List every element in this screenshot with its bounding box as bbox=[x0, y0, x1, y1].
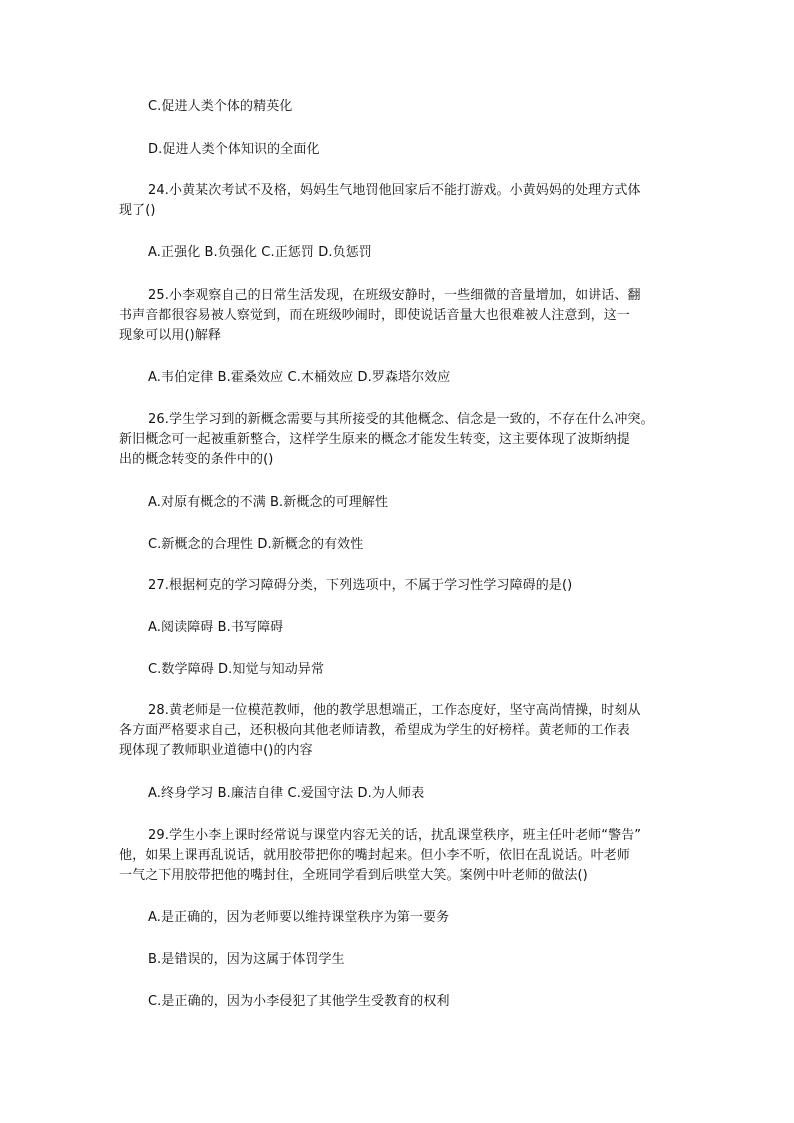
question-27-options-ab: A.阅读障碍 B.书写障碍 bbox=[148, 620, 284, 635]
question-26-options-ab: A.对原有概念的不满 B.新概念的可理解性 bbox=[148, 495, 389, 510]
question-28-line-3: 现体现了教师职业道德中()的内容 bbox=[119, 743, 313, 758]
question-25-line-1: 25.小李观察自己的日常生活发现，在班级安静时，一些细微的音量增加，如讲话、翻 bbox=[148, 288, 641, 303]
question-25-line-3: 现象可以用()解释 bbox=[119, 328, 222, 343]
option-d-q23: D.促进人类个体知识的全面化 bbox=[148, 142, 320, 157]
question-26-options-cd: C.新概念的合理性 D.新概念的有效性 bbox=[148, 537, 364, 552]
question-27-line-1: 27.根据柯克的学习障碍分类，下列选项中，不属于学习性学习障碍的是() bbox=[148, 578, 573, 593]
option-c-q23: C.促进人类个体的精英化 bbox=[148, 99, 293, 114]
question-28-options: A.终身学习 B.廉洁自律 C.爱国守法 D.为人师表 bbox=[148, 786, 425, 801]
question-26-line-2: 新旧概念可一起被重新整合，这样学生原来的概念才能发生转变，这主要体现了波斯纳提 bbox=[119, 432, 630, 447]
question-29-option-b: B.是错误的，因为这属于体罚学生 bbox=[148, 952, 345, 967]
question-24-line-1: 24.小黄某次考试不及格，妈妈生气地罚他回家后不能打游戏。小黄妈妈的处理方式体 bbox=[148, 183, 641, 198]
question-26-line-1: 26.学生学习到的新概念需要与其所接受的其他概念、信念是一致的，不存在什么冲突。 bbox=[148, 412, 654, 427]
question-29-option-c: C.是正确的，因为小李侵犯了其他学生受教育的权利 bbox=[148, 994, 450, 1009]
question-29-line-1: 29.学生小李上课时经常说与课堂内容无关的话，扰乱课堂秩序，班主任叶老师“警告” bbox=[148, 828, 642, 843]
question-27-options-cd: C.数学障碍 D.知觉与知动异常 bbox=[148, 662, 325, 677]
question-29-option-a: A.是正确的，因为老师要以维持课堂秩序为第一要务 bbox=[148, 910, 450, 925]
question-29-line-3: 一气之下用胶带把他的嘴封住，全班同学看到后哄堂大笑。案例中叶老师的做法() bbox=[119, 868, 588, 883]
question-26-line-3: 出的概念转变的条件中的() bbox=[119, 452, 274, 467]
question-28-line-1: 28.黄老师是一位模范教师，他的教学思想端正，工作态度好，坚守高尚情操，时刻从 bbox=[148, 703, 641, 718]
question-24-options: A.正强化 B.负强化 C.正惩罚 D.负惩罚 bbox=[148, 245, 372, 260]
question-25-line-2: 书声音都很容易被人察觉到，而在班级吵闹时，即使说话音量大也很难被人注意到，这一 bbox=[119, 308, 630, 323]
question-25-options: A.韦伯定律 B.霍桑效应 C.木桶效应 D.罗森塔尔效应 bbox=[148, 370, 451, 385]
question-24-line-2: 现了() bbox=[119, 203, 156, 218]
question-28-line-2: 各方面严格要求自己，还积极向其他老师请教，希望成为学生的好榜样。黄老师的工作表 bbox=[119, 723, 630, 738]
question-29-line-2: 他，如果上课再乱说话，就用胶带把你的嘴封起来。但小李不听，依旧在乱说话。叶老师 bbox=[119, 848, 630, 863]
